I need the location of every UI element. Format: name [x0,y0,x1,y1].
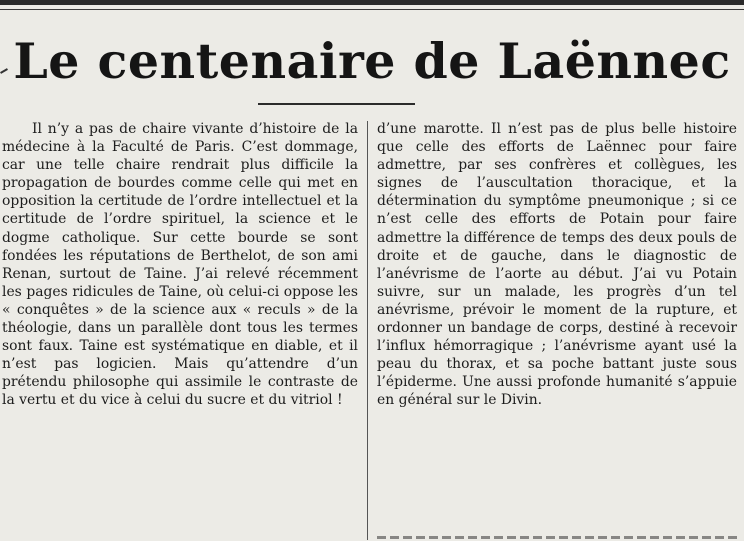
article-title: Le centenaire de Laënnec [13,32,731,90]
left-column-paragraph: Il n’y a pas de chaire vivante d’histoire de la médecine à la Faculté de Paris. C’est dommage, car une telle chaire rendrait plus difficile la propagation de bourdes comme celle qui met en opposition la certitude de l’ordre intellectuel et la certitude de l’ordre spirituel, la science et le dogme catholique. Sur cette bourde se sont fondées les réputations de Berthelot, de son ami Renan, surtout de Taine. J’ai relevé récemment les pages ridicules de Taine, où celui-ci oppose les « conquêtes » de la science aux « reculs » de la théologie, dans un parallèle dont tous les termes sont faux. Taine est systématique en diable, et il n’est pas logicien. Mais qu’attendre d’un prétendu philosophe qui assimile le contraste de la vertu et du vice à celui du sucre et du vitriol ! [2,121,358,409]
cut-off-text-line [377,536,737,539]
top-border-rule-thin [0,9,744,10]
cut-off-next-paragraph [377,527,737,541]
right-column [377,120,737,410]
top-border-rule [0,0,744,5]
column-divider [367,121,368,540]
title-underline-rule [258,103,415,105]
right-column-paragraph: d’une marotte. Il n’est pas de plus belle histoire que celle des efforts de Laënnec pour faire admettre, par ses confrères et collègues, les signes de l’auscultation thoracique, et la détermination du symptôme pneumonique ; si ce n’est celle des efforts de Potain pour faire admettre la différence de temps des deux pouls de droite et de gauche, dans le diagnostic de l’anévrisme de l’aorte au début. J’ai vu Potain suivre, sur un malade, les progrès d’un tel anévrisme, prévoir le moment de la rupture, et ordonner un bandage de corps, destiné à recevoir l’influx hémorragique ; l’anévrisme ayant usé la peau du thorax, et sa poche battant juste sous l’épiderme. Une aussi profonde humanité s’appuie en général sur le Divin. [377,121,737,409]
left-column [2,120,358,410]
